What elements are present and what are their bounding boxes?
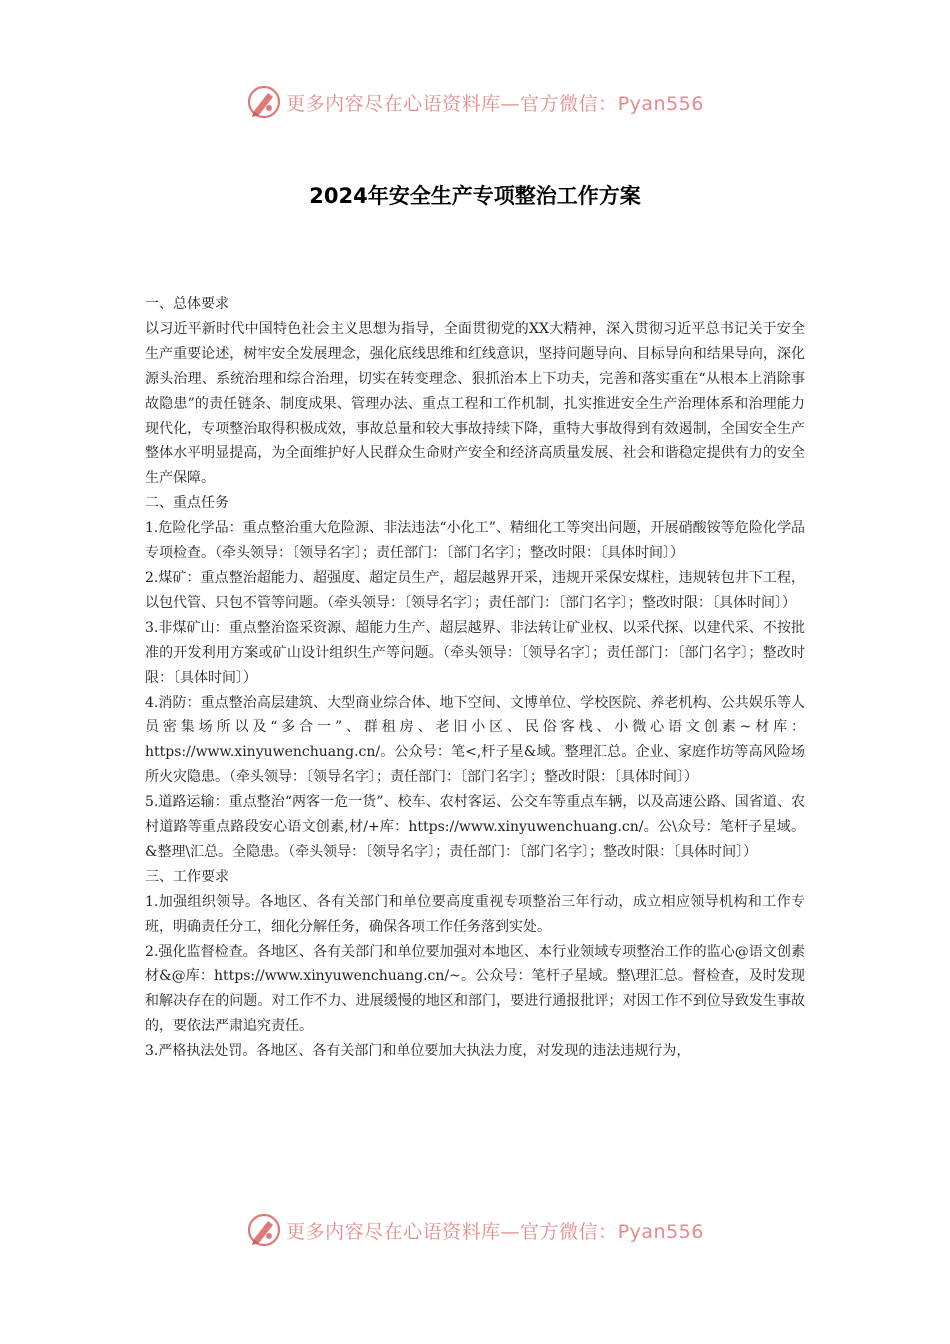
section-heading: 三、工作要求 bbox=[145, 868, 229, 885]
paragraph: 2.强化监督检查。各地区、各有关部门和单位要加强对本地区、本行业领域专项整治工作的监心@语文创素材&@库：https://www.xinyuwenchuang.cn/~。公众号：笔杆子星域。整\理汇总。督检查，及时发现和解决存在的问题。对工作不力、进展缓慢的地区和部门，要进行通报批评；对因工作不到位导致发生事故的，要依法严肃追究责任。 bbox=[145, 943, 805, 1035]
banner-text bbox=[286, 89, 704, 116]
paragraph: 5.道路运输：重点整治“两客一危一货”、校车、农村客运、公交车等重点车辆，以及高速公路、国省道、农村道路等重点路段安心语文创素,材/+库：https://www.xinyuwenchuang.cn/。公\众号：笔杆子星域。&整理\汇总。全隐患。（牵头领导：〔领导名字〕；责任部门：〔部门名字〕；整改时限：〔具体时间〕） bbox=[145, 794, 805, 860]
paragraph: 4.消防：重点整治高层建筑、大型商业综合体、地下空间、文博单位、学校医院、养老机构、公共娱乐等人员密集场所以及“多合一”、群租房、老旧小区、民俗客栈、小微心语文创素~材库：https://www.xinyuwenchuang.cn/。公众号：笔<,杆子星&域。整理汇总。企业、家庭作坊等高风险场所火灾隐患。（牵头领导：〔领导名字〕；责任部门：〔部门名字〕；整改时限：〔具体时间〕） bbox=[145, 694, 805, 786]
paragraph: 1.危险化学品：重点整治重大危险源、非法违法“小化工”、精细化工等突出问题，开展硝酸铵等危险化学品专项检查。（牵头领导：〔领导名字〕；责任部门：〔部门名字〕；整改时限：〔具体时间〕） bbox=[145, 520, 805, 562]
document-title: 2024年安全生产专项整治工作方案 bbox=[309, 184, 641, 208]
paragraph: 1.加强组织领导。各地区、各有关部门和单位要高度重视专项整治三年行动，成立相应领导机构和工作专班，明确责任分工，细化分解任务，确保各项工作任务落到实处。 bbox=[145, 893, 805, 935]
banner-dash: — bbox=[500, 1220, 521, 1243]
banner-slogan: 更多内容尽在心语资料库 bbox=[286, 1220, 501, 1243]
document-body bbox=[145, 292, 805, 1064]
pen-circle-logo-icon bbox=[246, 84, 282, 120]
banner-wechat-id: Pyan556 bbox=[617, 92, 704, 115]
section-heading: 一、总体要求 bbox=[145, 296, 229, 312]
banner-text bbox=[286, 1217, 704, 1244]
footer-watermark-banner bbox=[0, 1210, 950, 1250]
banner-wechat-label: 官方微信： bbox=[520, 1220, 618, 1243]
banner-wechat-id: Pyan556 bbox=[617, 1220, 704, 1243]
banner-slogan: 更多内容尽在心语资料库 bbox=[286, 92, 501, 115]
paragraph: 以习近平新时代中国特色社会主义思想为指导，全面贯彻党的XX大精神，深入贯彻习近平总书记关于安全生产重要论述，树牢安全发展理念，强化底线思维和红线意识，坚持问题导向、目标导向和结果导向，深化源头治理、系统治理和综合治理，切实在转变理念、狠抓治本上下功夫，完善和落实重在“从根本上消除事故隐患”的责任链条、制度成果、管理办法、重点工程和工作机制，扎实推进安全生产治理体系和治理能力现代化，专项整治取得积极成效，事故总量和较大事故持续下降，重特大事故得到有效遏制，全国安全生产整体水平明显提高，为全面维护好人民群众生命财产安全和经济高质量发展、社会和谐稳定提供有力的安全生产保障。 bbox=[145, 320, 805, 487]
banner-wechat-label: 官方微信： bbox=[520, 92, 618, 115]
pen-circle-logo-icon bbox=[246, 1212, 282, 1248]
paragraph: 3.严格执法处罚。各地区、各有关部门和单位要加大执法力度，对发现的违法违规行为， bbox=[145, 1043, 691, 1060]
header-watermark-banner bbox=[0, 82, 950, 122]
paragraph: 3.非煤矿山：重点整治盗采资源、超能力生产、超层越界、非法转让矿业权、以采代探、以建代采、不按批准的开发利用方案或矿山设计组织生产等问题。（牵头领导：〔领导名字〕；责任部门：〔部门名字〕；整改时限：〔具体时间〕） bbox=[145, 619, 805, 686]
section-heading: 二、重点任务 bbox=[145, 495, 229, 512]
paragraph: 2.煤矿：重点整治超能力、超强度、超定员生产，超层越界开采，违规开采保安煤柱，违规转包井下工程，以包代管、只包不管等问题。（牵头领导：〔领导名字〕；责任部门：〔部门名字〕；整改时限：〔具体时间〕） bbox=[145, 569, 805, 611]
banner-dash: — bbox=[500, 92, 521, 115]
